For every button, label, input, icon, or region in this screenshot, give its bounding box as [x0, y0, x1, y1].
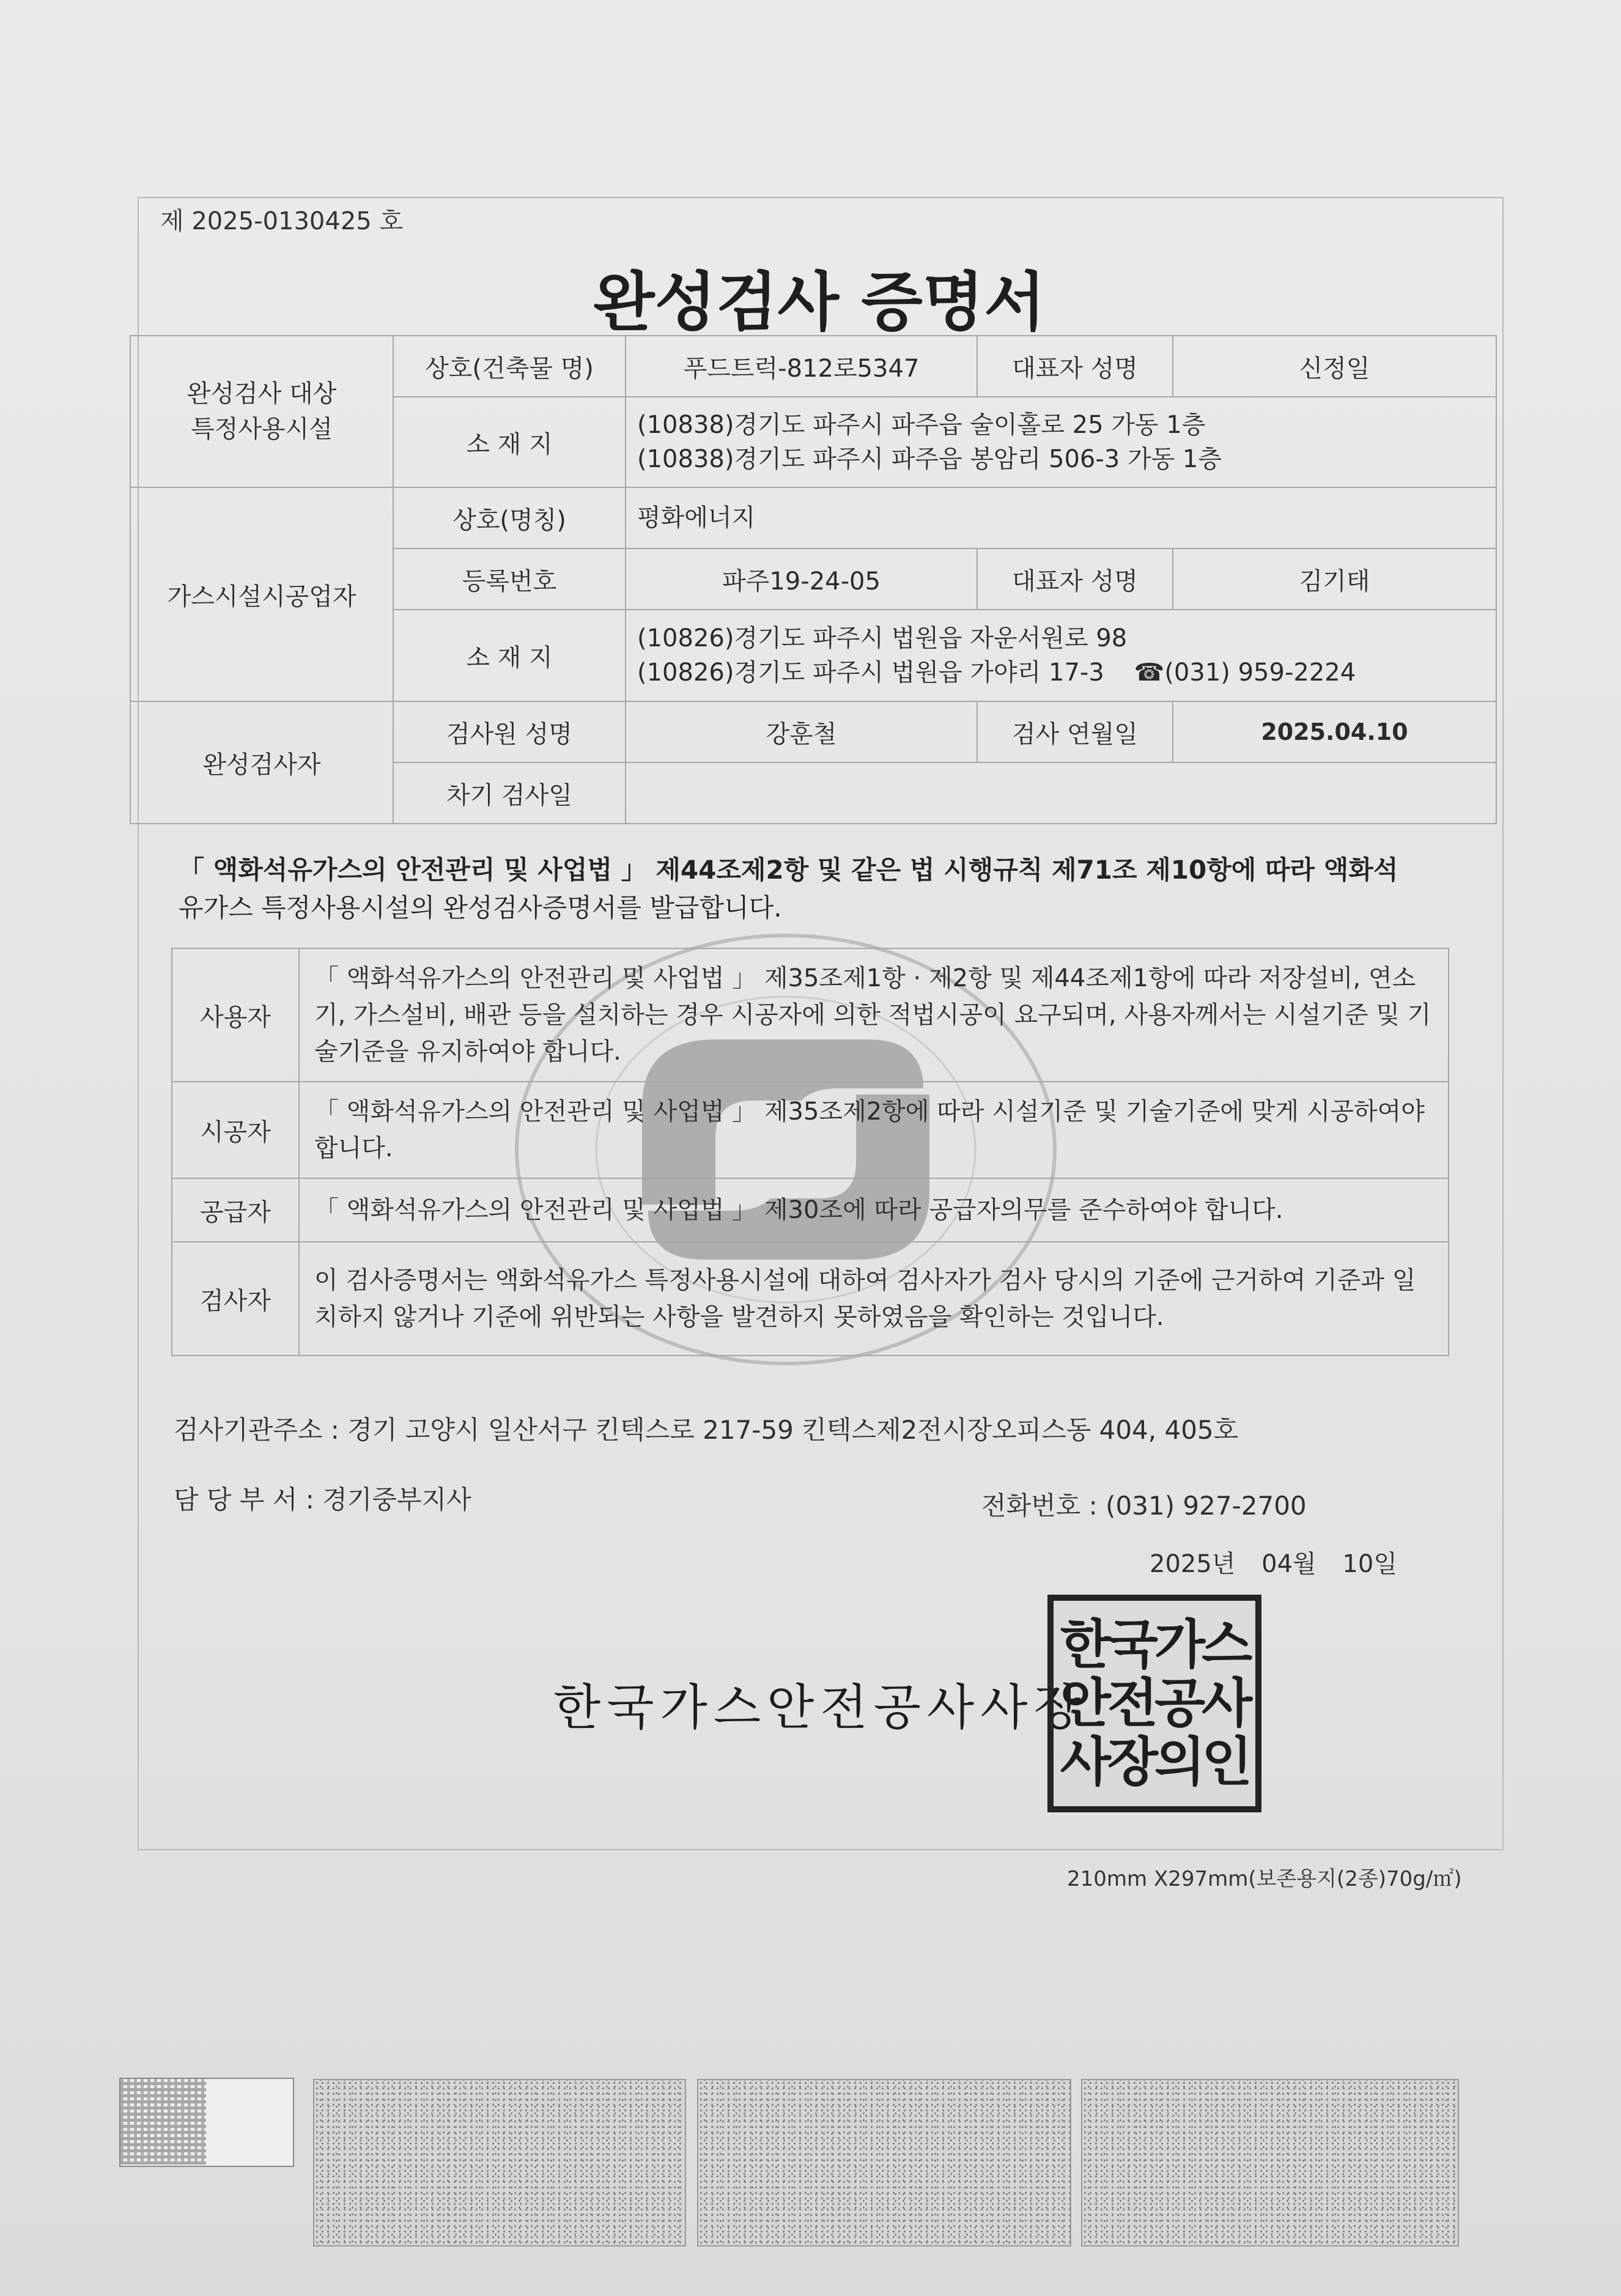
document-title: 완성검사 증명서 [593, 265, 1046, 339]
legal-statement-line1: 「 액화석유가스의 안전관리 및 사업법 」 제44조제2항 및 같은 법 시행규칙 제71조 제10항에 따라 액화석 [179, 855, 1398, 885]
inspector-name-label: 검사원 성명 [393, 701, 626, 762]
issue-year: 2025년 [1150, 1550, 1236, 1578]
contractor-address [626, 610, 1496, 701]
issue-month: 04월 [1261, 1550, 1316, 1578]
duty-text-user: 「 액화석유가스의 안전관리 및 사업법 」 제35조제1항 · 제2항 및 제44조제1항에 따라 저장설비, 연소기, 가스설비, 배관 등을 설치하는 경우 시공자에 의한 적법시공이 요구되며, 사용자께서는 시설기준 및 기술기준을 유지하여야 합니다. [299, 948, 1449, 1082]
duty-text-contractor: 「 액화석유가스의 안전관리 및 사업법 」 제35조제2항에 따라 시설기준 및 기술기준에 맞게 시공하여야 합니다. [299, 1082, 1449, 1178]
target-rep-value: 신정일 [1173, 336, 1496, 397]
facility-info-table [130, 335, 1497, 824]
security-strip-1 [313, 2079, 686, 2246]
paper-spec-footnote: 210mm X297mm(보존용지(2종)70g/㎡) [1067, 1867, 1462, 1891]
duty-text-inspector: 이 검사증명서는 액화석유가스 특정사용시설에 대하여 검사자가 검사 당시의 기준에 근거하여 기준과 일치하지 않거나 기준에 위반되는 사항을 발견하지 못하였음을 확인하는 것입니다. [299, 1242, 1449, 1356]
duty-role-user: 사용자 [172, 948, 299, 1082]
target-address-label: 소 재 지 [393, 397, 626, 487]
contractor-address-line2-text: (10826)경기도 파주시 법원읍 가야리 17-3 [637, 659, 1104, 687]
office-phone: 전화번호 : (031) 927-2700 [981, 1491, 1307, 1521]
contractor-name-label: 상호(명칭) [393, 487, 626, 548]
contractor-address-line1: (10826)경기도 파주시 법원읍 자운서원로 98 [637, 624, 1128, 652]
inspector-name-value: 강훈철 [626, 701, 977, 762]
seal-line-2: 안전공사 [1060, 1673, 1249, 1734]
duty-role-contractor: 시공자 [172, 1082, 299, 1178]
duty-role-inspector: 검사자 [172, 1242, 299, 1356]
next-inspection-label: 차기 검사일 [393, 762, 626, 824]
seal-line-3: 사장의인 [1060, 1732, 1249, 1793]
contractor-rep-label: 대표자 성명 [977, 548, 1173, 610]
document-number: 제 2025-0130425 호 [160, 207, 404, 235]
duties-table [171, 948, 1449, 1356]
office-department: 담 당 부 서 : 경기중부지사 [174, 1485, 471, 1515]
contractor-phone: ☎(031) 959-2224 [1134, 659, 1356, 687]
inspector-section-label: 완성검사자 [130, 701, 393, 824]
target-name-value: 푸드트럭-812로5347 [626, 336, 977, 397]
target-name-label: 상호(건축물 명) [393, 336, 626, 397]
security-code-box [119, 2078, 294, 2167]
security-strip-3 [1081, 2079, 1459, 2246]
security-pattern-icon [120, 2079, 206, 2165]
target-rep-label: 대표자 성명 [977, 336, 1173, 397]
next-inspection-value [626, 762, 1496, 824]
office-address: 검사기관주소 : 경기 고양시 일산서구 킨텍스로 217-59 킨텍스제2전시장오피스동 404, 405호 [174, 1415, 1239, 1445]
contractor-address-line2 [637, 655, 1488, 690]
contractor-reg-label: 등록번호 [393, 548, 626, 610]
legal-statement-line2: 유가스 특정사용시설의 완성검사증명서를 발급합니다. [179, 893, 782, 923]
contractor-name-value: 평화에너지 [626, 487, 1496, 548]
issue-date [1150, 1545, 1397, 1579]
contractor-rep-value: 김기태 [1173, 548, 1496, 610]
inspection-date-label: 검사 연월일 [977, 701, 1173, 762]
contractor-address-label: 소 재 지 [393, 610, 626, 701]
target-address-line2: (10838)경기도 파주시 파주읍 봉암리 506-3 가동 1층 [637, 445, 1222, 473]
contractor-reg-value: 파주19-24-05 [626, 548, 977, 610]
issuer-name: 한국가스안전공사사장 [553, 1679, 1087, 1736]
duty-role-supplier: 공급자 [172, 1178, 299, 1242]
official-seal-stamp [1047, 1595, 1261, 1812]
duty-text-supplier: 「 액화석유가스의 안전관리 및 사업법 」 제30조에 따라 공급자의무를 준수하여야 합니다. [299, 1178, 1449, 1242]
target-section-label: 완성검사 대상 특정사용시설 [130, 336, 393, 487]
legal-statement [179, 851, 1463, 927]
seal-line-1: 한국가스 [1060, 1614, 1249, 1675]
target-address-line1: (10838)경기도 파주시 파주읍 술이홀로 25 가동 1층 [637, 411, 1206, 439]
target-address [626, 397, 1496, 487]
security-strip-2 [697, 2079, 1071, 2246]
inspection-date-value: 2025.04.10 [1173, 701, 1496, 762]
issue-day: 10일 [1342, 1550, 1397, 1578]
contractor-section-label: 가스시설시공업자 [130, 487, 393, 701]
